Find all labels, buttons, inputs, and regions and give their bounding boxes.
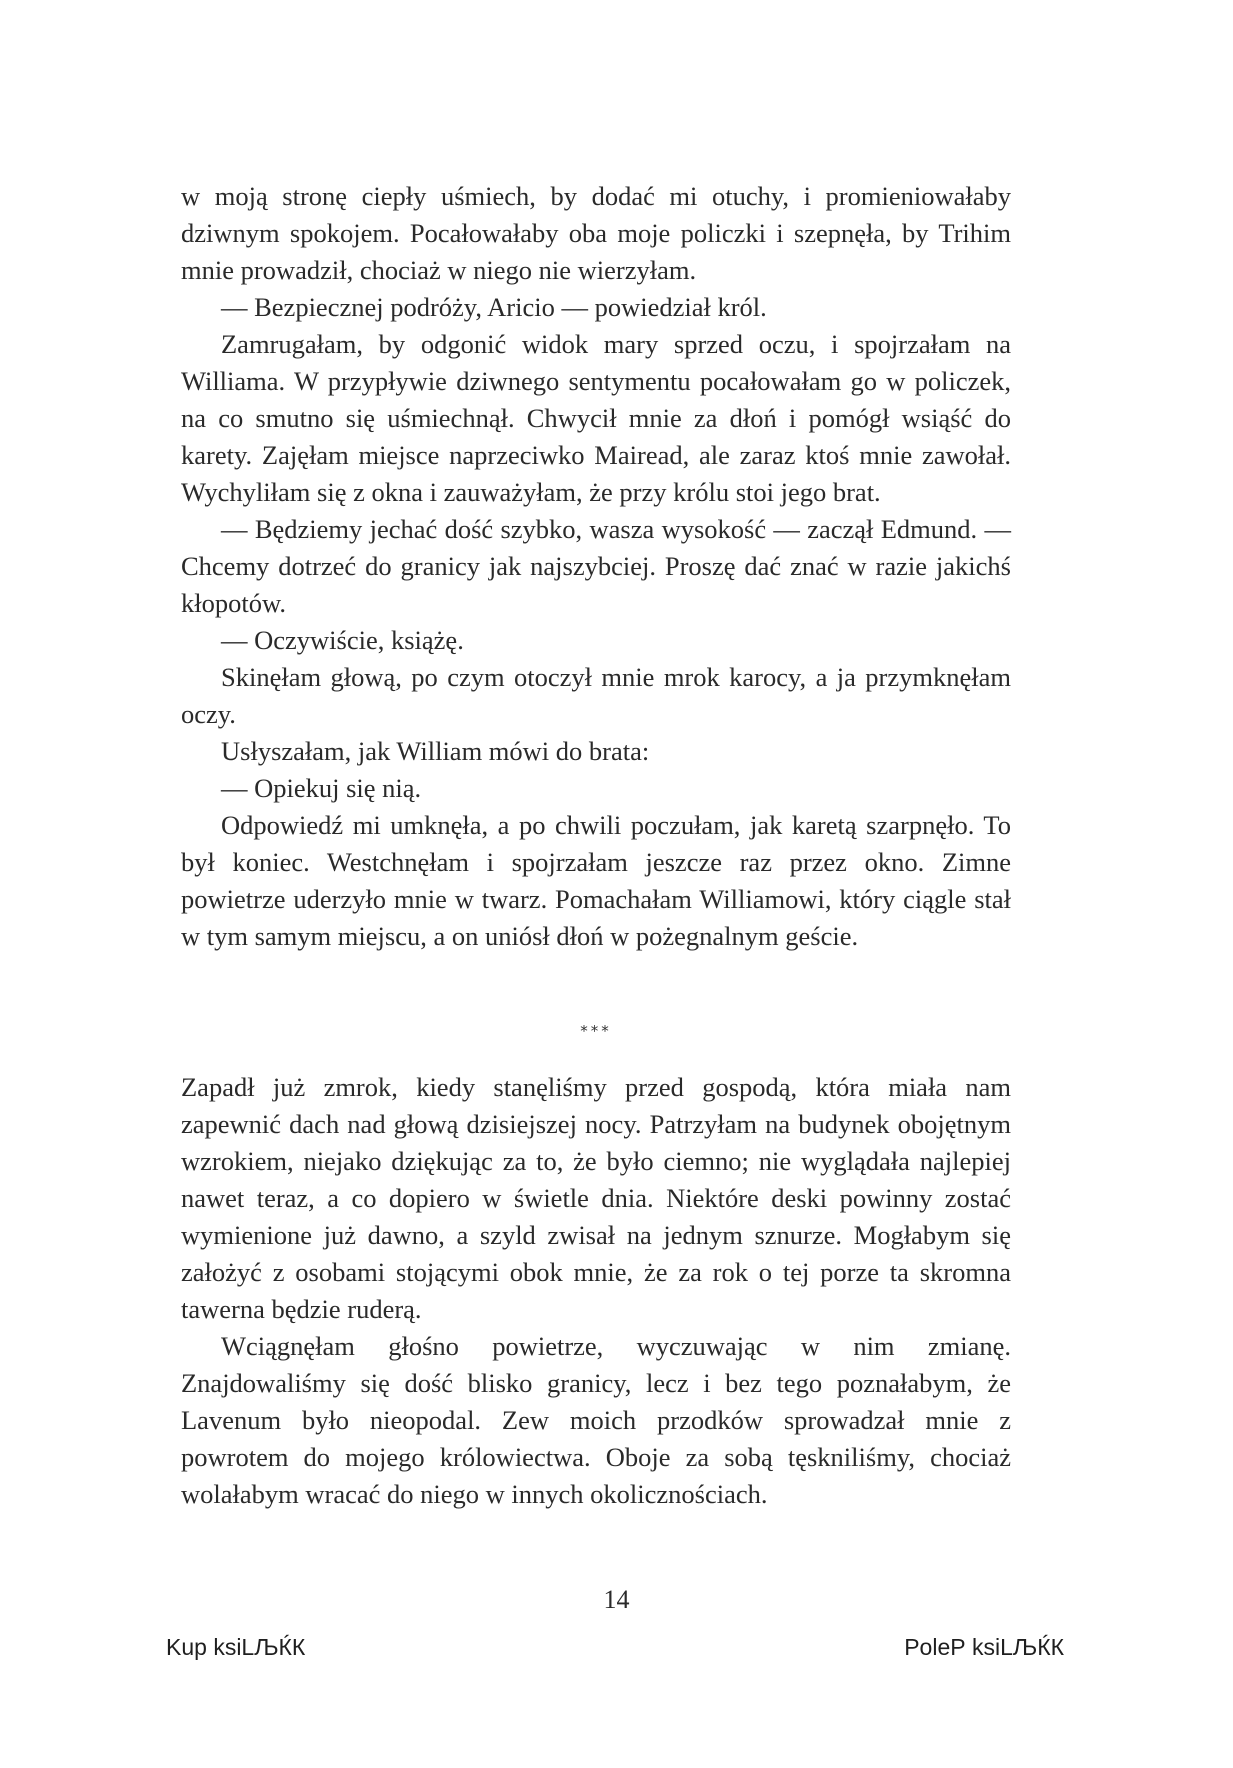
paragraph: Zapadł już zmrok, kiedy stanęliśmy przed gospodą, która miała nam zapewnić dach nad głową dzisiejszej nocy. Patrzyłam na budynek obojętnym wzrokiem, niejako dziękując za to, że było ciemno; nie wyglądała najlepiej nawet teraz, a co dopiero w świetle dnia. Niektóre deski powinny zostać wymienione już dawno, a szyld zwisał na jednym sznurze. Mogłabym się założyć z osobami stojącymi obok mnie, że za rok o tej porze ta skromna tawerna będzie ruderą. bbox=[181, 1072, 1011, 1324]
paragraph: w moją stronę ciepły uśmiech, by dodać mi otuchy, i promieniowałaby dziwnym spokojem. Pocałowałaby oba moje policzki i szepnęła, by Trihim mnie prowadził, chociaż w niego nie wierzyłam. bbox=[181, 181, 1011, 285]
paragraph: — Opiekuj się nią. bbox=[221, 773, 422, 803]
paragraph: Usłyszałam, jak William mówi do brata: bbox=[221, 736, 650, 766]
section-separator: *** bbox=[580, 1022, 612, 1040]
paragraph: — Oczywiście, książę. bbox=[221, 625, 464, 655]
paragraph: Zamrugałam, by odgonić widok mary sprzed oczu, i spojrzałam na Williama. W przypływie dziwnego sentymentu pocałowałam go w policzek, na co smutno się uśmiechnął. Chwycił mnie za dłoń i pomógł wsiąść do karety. Zajęłam miejsce naprzeciwko Mairead, ale zaraz ktoś mnie zawołał. Wychyliłam się z okna i zauważyłam, że przy królu stoi jego brat. bbox=[181, 329, 1011, 507]
page-number: 14 bbox=[603, 1585, 630, 1614]
footer-recommend-link[interactable]: PoleР ksiLЉЌК bbox=[904, 1634, 1064, 1660]
paragraph: Wciągnęłam głośno powietrze, wyczuwając w nim zmianę. Znajdowaliśmy się dość blisko granicy, lecz i bez tego poznałabym, że Lavenum było nieopodal. Zew moich przodków sprowadzał mnie z powrotem do mojego królowiectwa. Oboje za sobą tęskniliśmy, chociaż wolałabym wracać do niego w innych okolicznościach. bbox=[181, 1331, 1011, 1509]
footer-buy-link[interactable]: Kup ksiLЉЌК bbox=[166, 1634, 306, 1660]
paragraph: — Bezpiecznej podróży, Aricio — powiedział król. bbox=[221, 292, 767, 322]
paragraph: Skinęłam głową, po czym otoczył mnie mrok karocy, a ja przymknęłam oczy. bbox=[181, 662, 1011, 729]
paragraph: Odpowiedź mi umknęła, a po chwili poczułam, jak karetą szarpnęło. To był koniec. Westchnęłam i spojrzałam jeszcze raz przez okno. Zimne powietrze uderzyło mnie w twarz. Pomachałam Williamowi, który ciągle stał w tym samym miejscu, a on uniósł dłoń w pożegnalnym geście. bbox=[181, 810, 1011, 951]
text-section-2 bbox=[181, 1069, 1011, 1513]
text-section-1 bbox=[181, 178, 1011, 955]
paragraph: — Będziemy jechać dość szybko, wasza wysokość — zaczął Edmund. — Chcemy dotrzeć do granicy jak najszybciej. Proszę dać znać w razie jakichś kłopotów. bbox=[181, 514, 1011, 618]
